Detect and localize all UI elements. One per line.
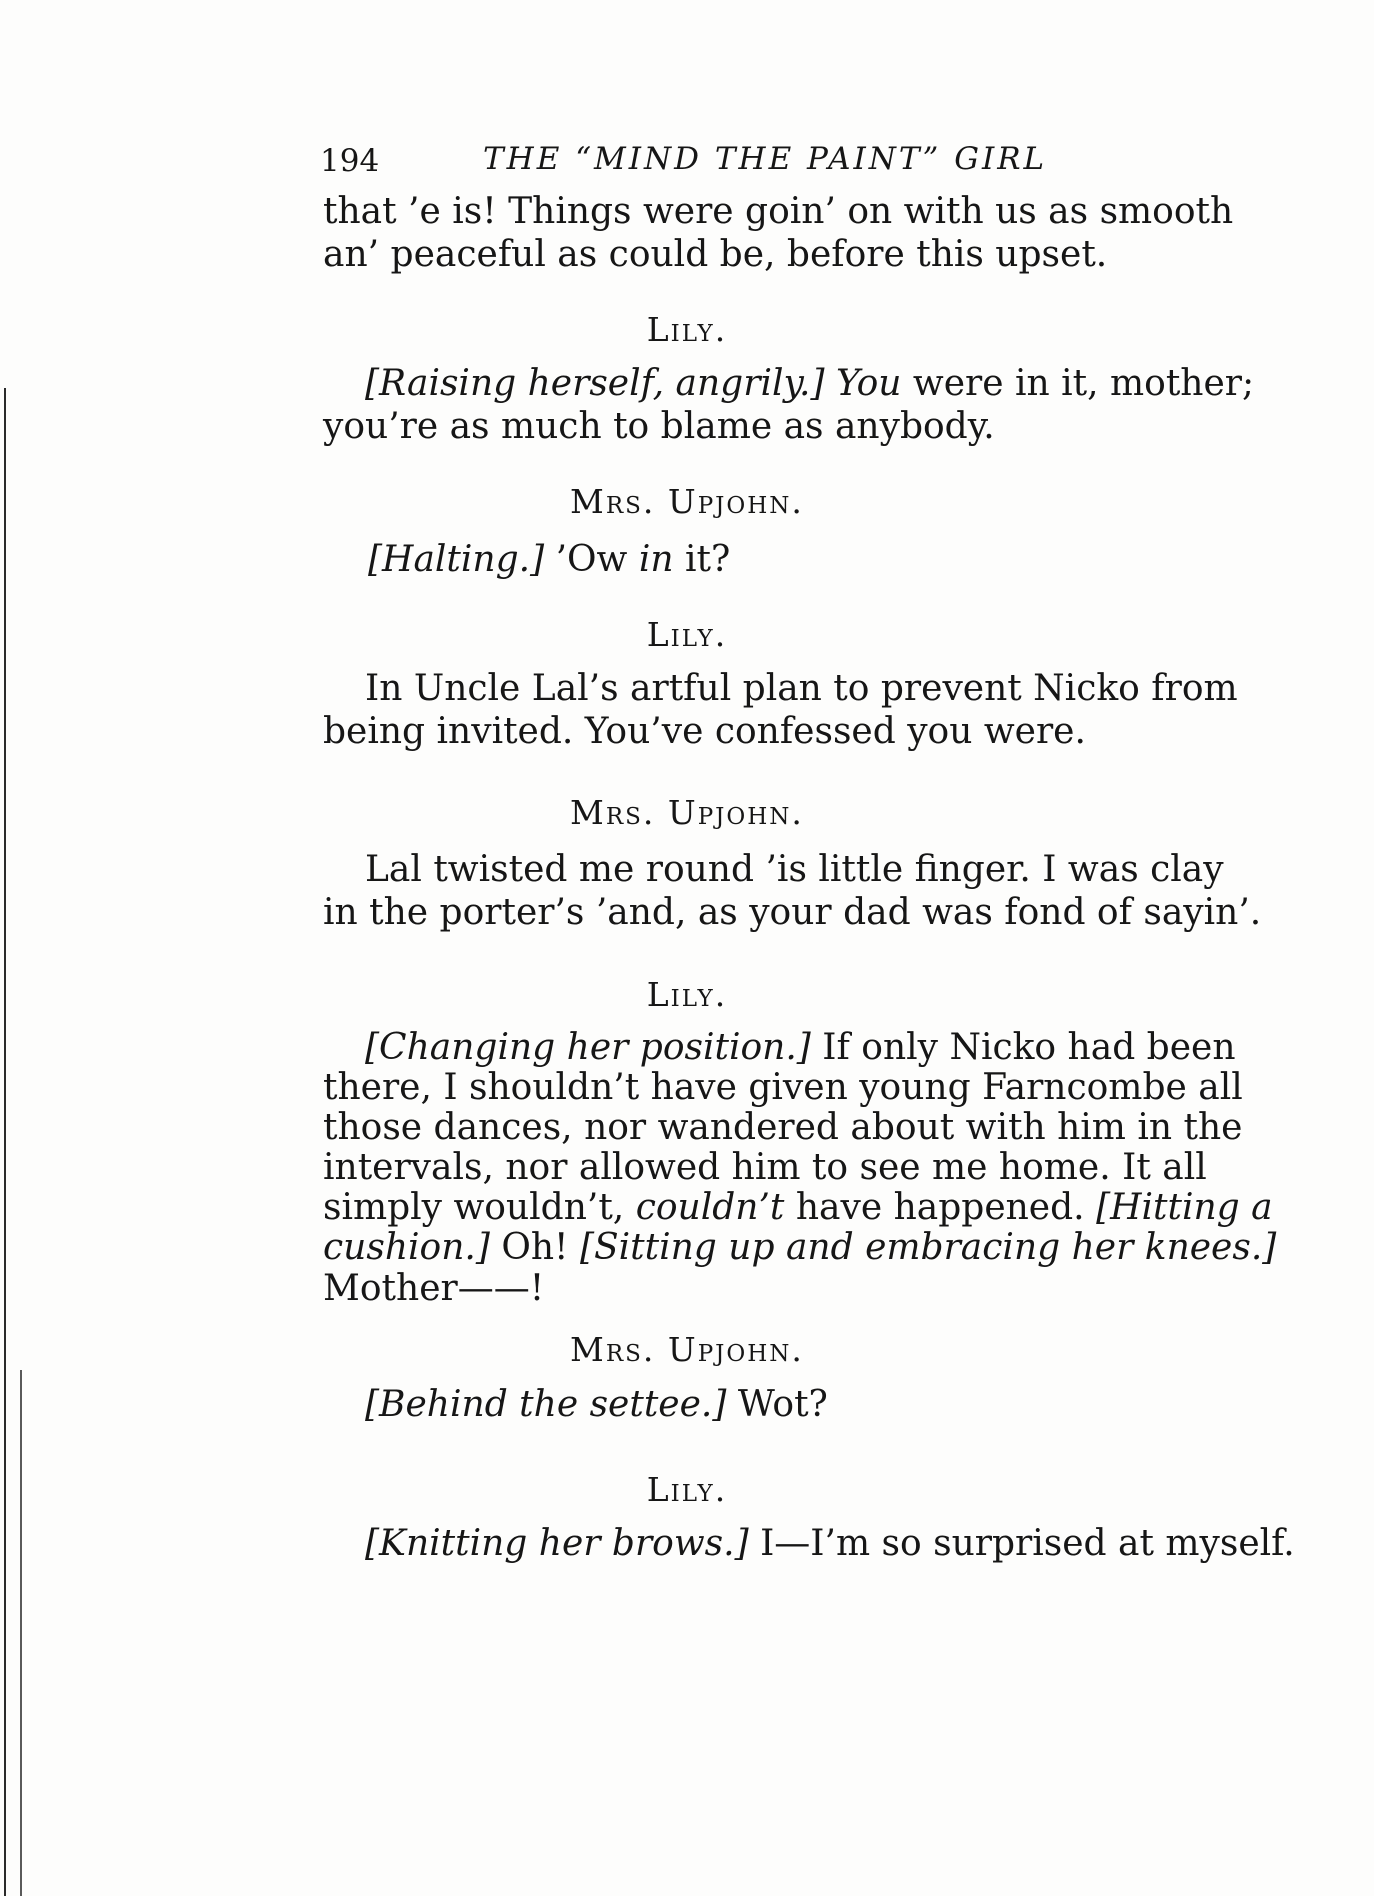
paragraph-6-line-6: cushion.] Oh! [Sitting up and embracing her knees.]	[323, 1227, 1277, 1268]
speaker-heading: Lily.	[646, 615, 728, 654]
stage-direction: [Hitting a	[1096, 1187, 1273, 1228]
paragraph-2-line-2: you’re as much to blame as anybody.	[323, 406, 995, 447]
stage-direction: [Raising herself, angrily.]	[365, 363, 825, 404]
paragraph-1-line-2: an’ peaceful as could be, before this upset.	[323, 234, 1108, 275]
page-number: 194	[320, 143, 380, 179]
paragraph-3-line-1: [Halting.] ’Ow in it?	[368, 539, 731, 580]
speaker-heading: Mrs. Upjohn.	[570, 793, 804, 832]
paragraph-5-line-1: Lal twisted me round ’is little finger. I was clay	[365, 849, 1224, 890]
paragraph-2-line-1: [Raising herself, angrily.] You were in it, mother;	[365, 363, 1255, 404]
page-binding-edge-inner	[20, 1370, 22, 1896]
paragraph-5-line-2: in the porter’s ’and, as your dad was fond of sayin’.	[323, 892, 1262, 933]
speaker-heading: Mrs. Upjohn.	[570, 1330, 804, 1369]
paragraph-6-line-1: [Changing her position.] If only Nicko had been	[365, 1027, 1236, 1068]
paragraph-6-line-5: simply wouldn’t, couldn’t have happened. [Hitting a	[323, 1187, 1273, 1228]
speaker-heading: Lily.	[646, 1470, 728, 1509]
paragraph-1-line-1: that ’e is! Things were goin’ on with us as smooth	[323, 191, 1234, 232]
paragraph-4-line-1: In Uncle Lal’s artful plan to prevent Nicko from	[365, 668, 1238, 709]
speaker-heading: Lily.	[646, 310, 728, 349]
running-title: THE “MIND THE PAINT” GIRL	[483, 141, 1048, 177]
stage-direction: cushion.]	[323, 1227, 490, 1268]
speaker-heading: Mrs. Upjohn.	[570, 482, 804, 521]
emphasis: You	[835, 363, 902, 404]
emphasis: couldn’t	[635, 1187, 785, 1228]
paragraph-6-line-3: those dances, nor wandered about with him in the	[323, 1107, 1243, 1148]
stage-direction: [Sitting up and embracing her knees.]	[579, 1227, 1277, 1268]
paragraph-4-line-2: being invited. You’ve confessed you were.	[323, 711, 1086, 752]
paragraph-8-line-1: [Knitting her brows.] I—I’m so surprised at myself.	[365, 1523, 1295, 1564]
stage-direction: [Knitting her brows.]	[365, 1523, 749, 1564]
paragraph-6-line-2: there, I shouldn’t have given young Farncombe all	[323, 1067, 1243, 1108]
emphasis: in	[638, 539, 674, 580]
stage-direction: [Changing her position.]	[365, 1027, 811, 1068]
speaker-heading: Lily.	[646, 975, 728, 1014]
paragraph-6-line-7: Mother——!	[323, 1268, 545, 1309]
paragraph-7-line-1: [Behind the settee.] Wot?	[365, 1384, 828, 1425]
stage-direction: [Behind the settee.]	[365, 1384, 727, 1425]
stage-direction: [Halting.]	[368, 539, 545, 580]
paragraph-6-line-4: intervals, nor allowed him to see me home. It all	[323, 1147, 1207, 1188]
